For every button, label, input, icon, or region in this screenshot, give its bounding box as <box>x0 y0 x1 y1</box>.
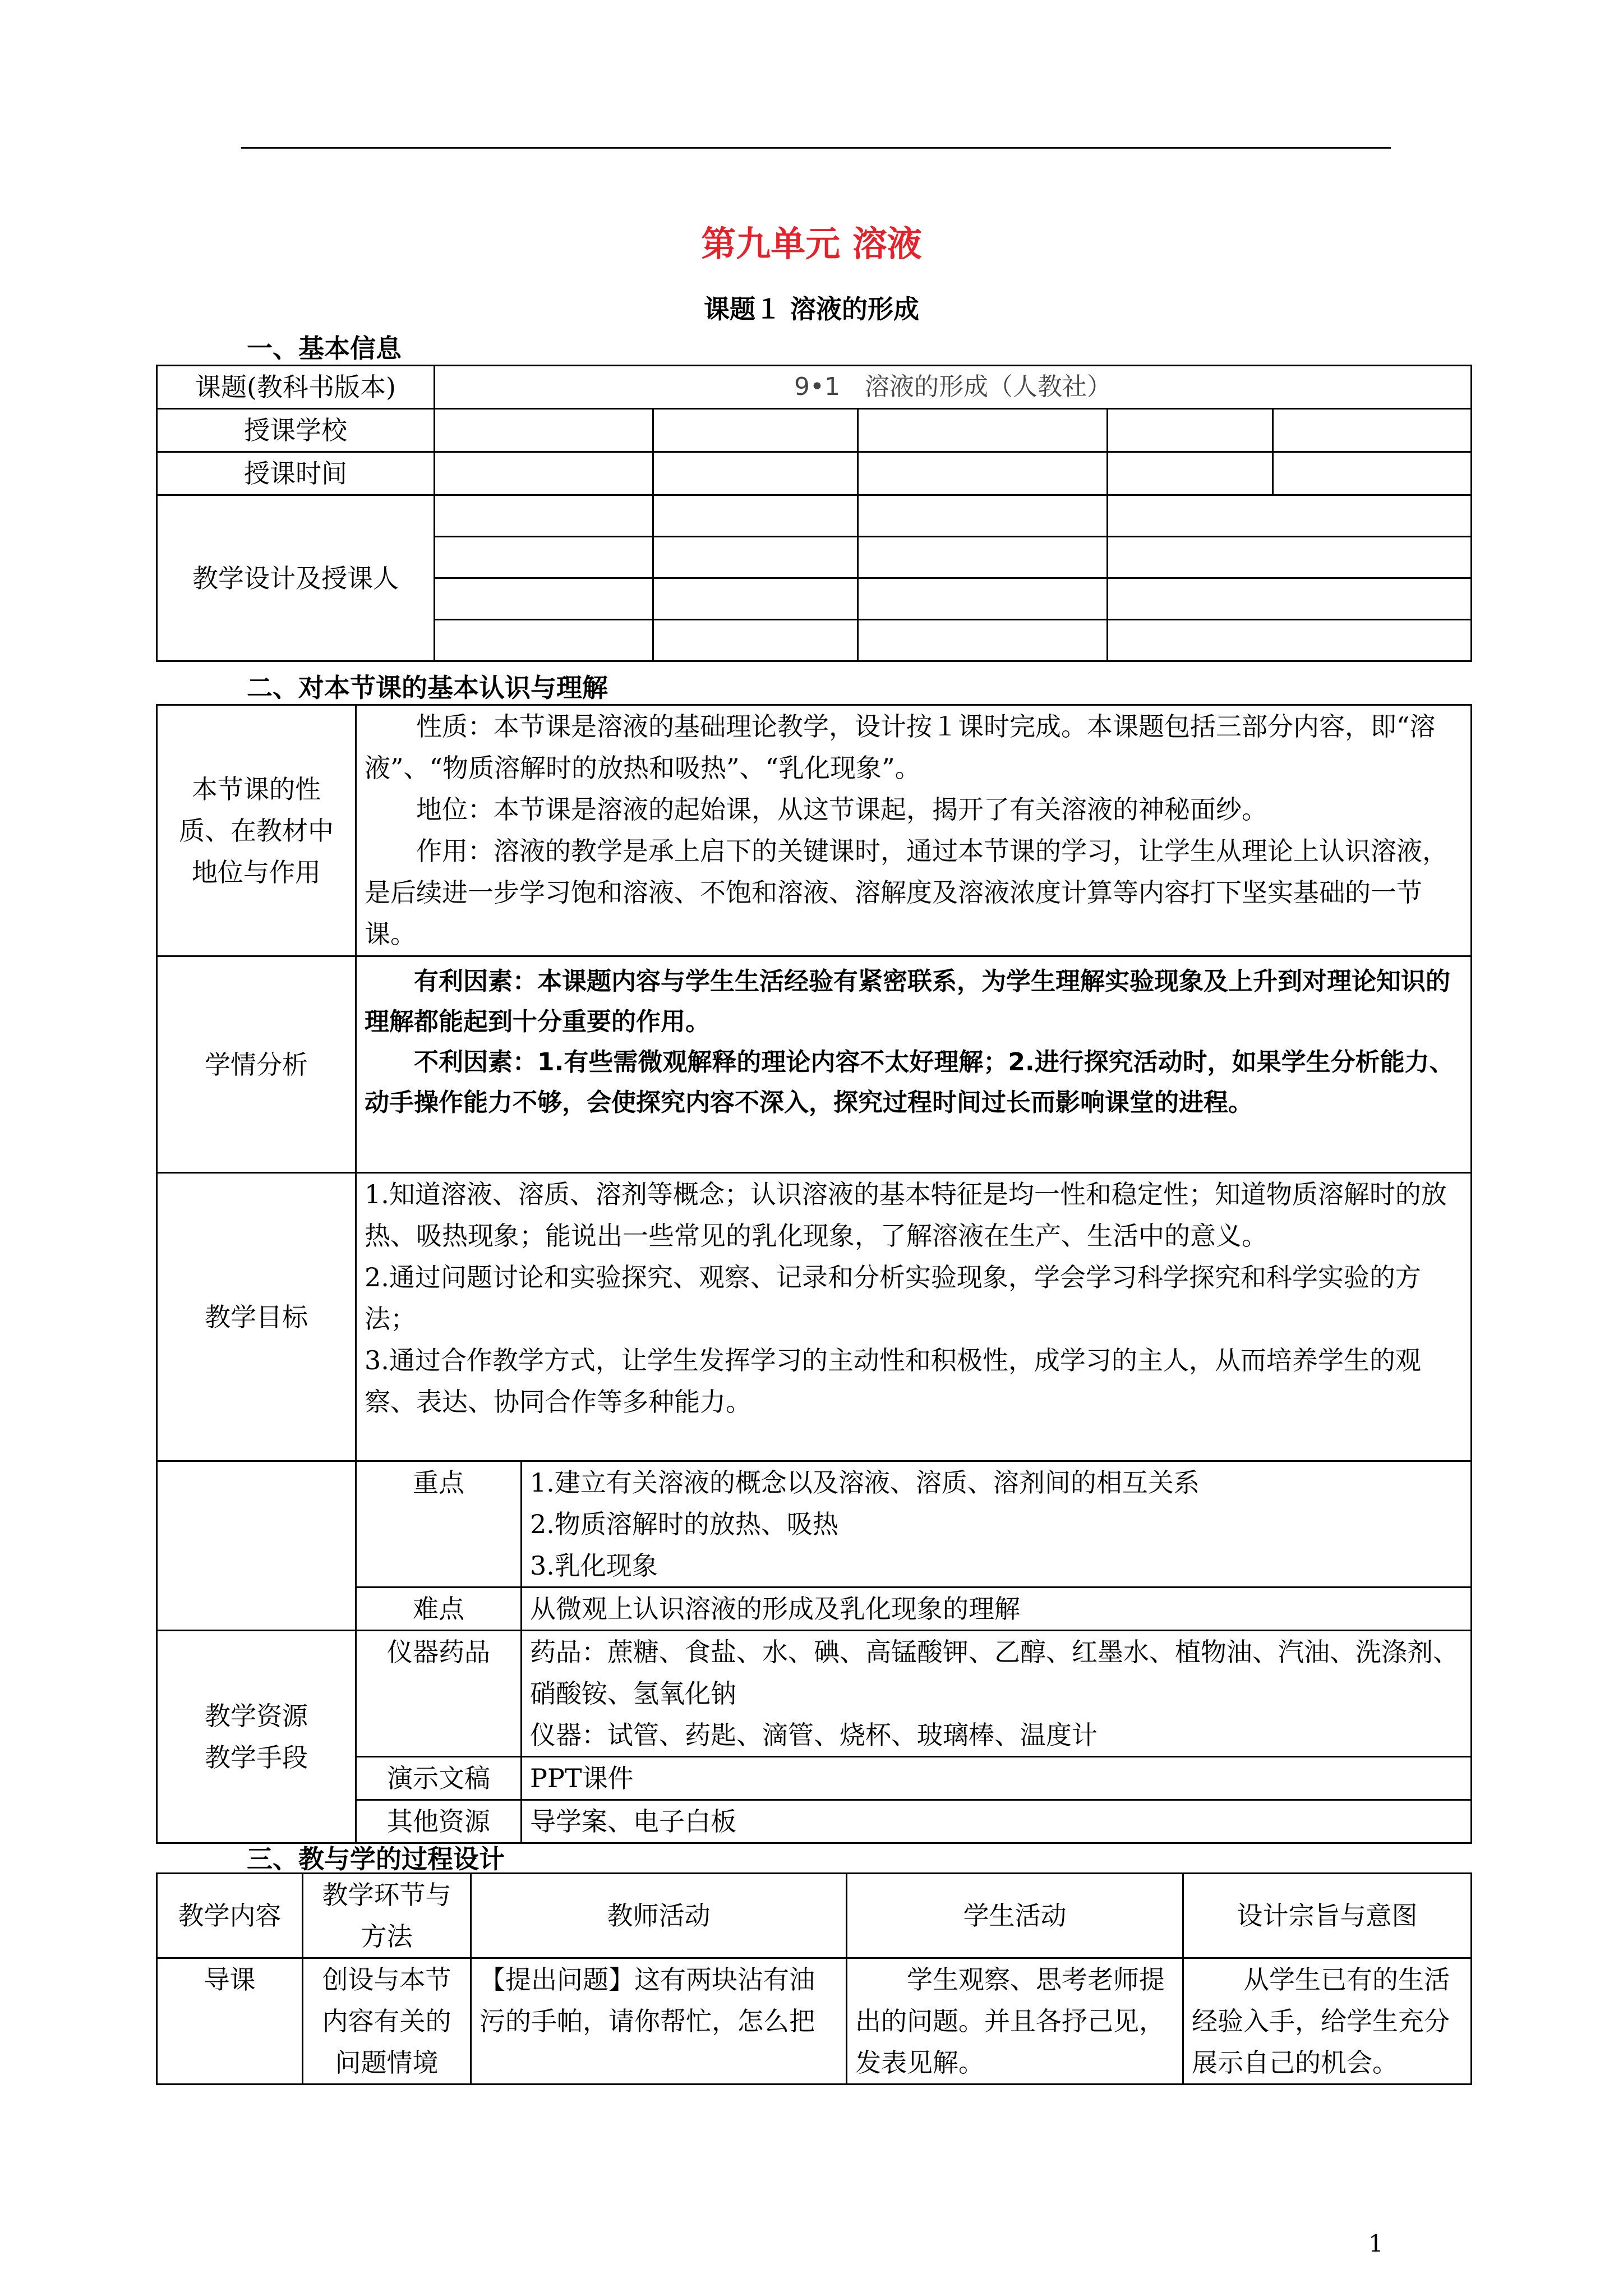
row-intent: 从学生已有的生活经验入手，给学生充分展示自己的机会。 <box>1183 1958 1472 2085</box>
key-difficulty-blank <box>157 1461 356 1631</box>
key-points-label: 重点 <box>356 1461 522 1588</box>
methods-label: 教学手段 <box>205 1742 308 1773</box>
designer-cell <box>653 620 858 661</box>
instruments-label: 仪器药品 <box>356 1631 522 1757</box>
lesson-title: 课题１ 溶液的形成 <box>703 294 919 324</box>
designer-cell <box>858 620 1108 661</box>
topic-value: 9•1 溶液的形成（人教社） <box>435 366 1472 409</box>
section-heading-basic-info: 一、基本信息 <box>247 333 402 364</box>
designer-cell <box>858 537 1108 578</box>
time-cell-5 <box>1273 452 1472 495</box>
page-number: 1 <box>1368 2230 1384 2257</box>
designer-cell <box>435 537 653 578</box>
row-content: 导课 <box>157 1958 303 2085</box>
resources-label: 教学资源 <box>205 1701 308 1731</box>
analysis-label: 学情分析 <box>157 956 356 1173</box>
key-point-1: 1.建立有关溶液的概念以及溶液、溶质、溶剂间的相互关系 <box>530 1467 1200 1498</box>
understanding-table <box>156 704 1472 1844</box>
designer-cell <box>653 537 858 578</box>
basic-info-table <box>156 365 1472 662</box>
designer-cell <box>435 578 653 620</box>
header-student: 学生活动 <box>847 1874 1183 1958</box>
designer-cell <box>1108 537 1472 578</box>
goal-2: 2.通过问题讨论和实验探究、观察、记录和分析实验现象，学会学习科学探究和科学实验的方法； <box>365 1262 1421 1334</box>
school-cell-2 <box>653 409 858 452</box>
other-resources-label: 其他资源 <box>356 1800 522 1843</box>
school-cell-4 <box>1108 409 1273 452</box>
key-point-3: 3.乳化现象 <box>530 1550 658 1581</box>
demo-label: 演示文稿 <box>356 1757 522 1800</box>
topic-label: 课题(教科书版本) <box>157 366 435 409</box>
header-content: 教学内容 <box>157 1874 303 1958</box>
nature-text: 性质：本节课是溶液的基础理论教学，设计按１课时完成。本课题包括三部分内容，即“溶液”、“物质溶解时的放热和吸热”、“乳化现象”。 <box>365 711 1436 783</box>
goal-1: 1.知道溶液、溶质、溶剂等概念；认识溶液的基本特征是均一性和稳定性；知道物质溶解时的放热、吸热现象；能说出一些常见的乳化现象，了解溶液在生产、生活中的意义。 <box>365 1179 1447 1251</box>
unfavorable-factors: 不利因素：1.有些需微观解释的理论内容不太好理解；2.进行探究活动时，如果学生分析能力、动手操作能力不够，会使探究内容不深入，探究过程时间过长而影响课堂的进程。 <box>365 1048 1454 1117</box>
time-cell-1 <box>435 452 653 495</box>
designer-cell <box>858 495 1108 537</box>
header-rule <box>241 147 1391 149</box>
school-label: 授课学校 <box>157 409 435 452</box>
designer-cell <box>435 495 653 537</box>
school-cell-1 <box>435 409 653 452</box>
designer-cell <box>653 495 858 537</box>
header-teacher: 教师活动 <box>471 1874 847 1958</box>
time-cell-4 <box>1108 452 1273 495</box>
school-cell-5 <box>1273 409 1472 452</box>
instruments-list: 仪器：试管、药匙、滴管、烧杯、玻璃棒、温度计 <box>530 1720 1098 1750</box>
designer-cell <box>858 578 1108 620</box>
goals-label: 教学目标 <box>157 1173 356 1461</box>
position-text: 地位：本节课是溶液的起始课，从这节课起，揭开了有关溶液的神秘面纱。 <box>416 794 1267 825</box>
designer-cell <box>653 578 858 620</box>
key-point-2: 2.物质溶解时的放热、吸热 <box>530 1509 838 1539</box>
role-text: 作用：溶液的教学是承上启下的关键课时，通过本节课的学习，让学生从理论上认识溶液，是后续进一步学习饱和溶液、不饱和溶液、溶解度及溶液浓度计算等内容打下坚实基础的一节课。 <box>365 836 1448 949</box>
designer-label: 教学设计及授课人 <box>157 495 435 661</box>
time-cell-3 <box>858 452 1108 495</box>
header-method: 教学环节与方法 <box>303 1874 471 1958</box>
designer-cell <box>1108 620 1472 661</box>
drugs-list: 药品：蔗糖、食盐、水、碘、高锰酸钾、乙醇、红墨水、植物油、汽油、洗涤剂、硝酸铵、氢氧化钠 <box>530 1637 1459 1709</box>
designer-cell <box>1108 495 1472 537</box>
school-cell-3 <box>858 409 1108 452</box>
row-method: 创设与本节内容有关的问题情境 <box>303 1958 471 2085</box>
other-resources-value: 导学案、电子白板 <box>522 1800 1472 1843</box>
favorable-factors: 有利因素：本课题内容与学生生活经验有紧密联系，为学生理解实验现象及上升到对理论知识的理解都能起到十分重要的作用。 <box>365 967 1450 1036</box>
time-label: 授课时间 <box>157 452 435 495</box>
designer-cell <box>1108 578 1472 620</box>
designer-cell <box>435 620 653 661</box>
section-heading-process: 三、教与学的过程设计 <box>247 1844 505 1874</box>
goal-3: 3.通过合作教学方式，让学生发挥学习的主动性和积极性，成学习的主人，从而培养学生的观察、表达、协同合作等多种能力。 <box>365 1345 1421 1417</box>
process-table <box>156 1872 1472 2085</box>
header-intent: 设计宗旨与意图 <box>1183 1874 1472 1958</box>
nature-label: 本节课的性质、在教材中地位与作用 <box>157 705 356 956</box>
row-student: 学生观察、思考老师提出的问题。并且各抒己见，发表见解。 <box>847 1958 1183 2085</box>
unit-title: 第九单元 溶液 <box>701 223 922 264</box>
row-teacher: 【提出问题】这有两块沾有油污的手帕，请你帮忙，怎么把 <box>471 1958 847 2085</box>
difficulty-value: 从微观上认识溶液的形成及乳化现象的理解 <box>522 1588 1472 1631</box>
time-cell-2 <box>653 452 858 495</box>
demo-value: PPT课件 <box>522 1757 1472 1800</box>
section-heading-understanding: 二、对本节课的基本认识与理解 <box>247 673 608 703</box>
difficulty-label: 难点 <box>356 1588 522 1631</box>
